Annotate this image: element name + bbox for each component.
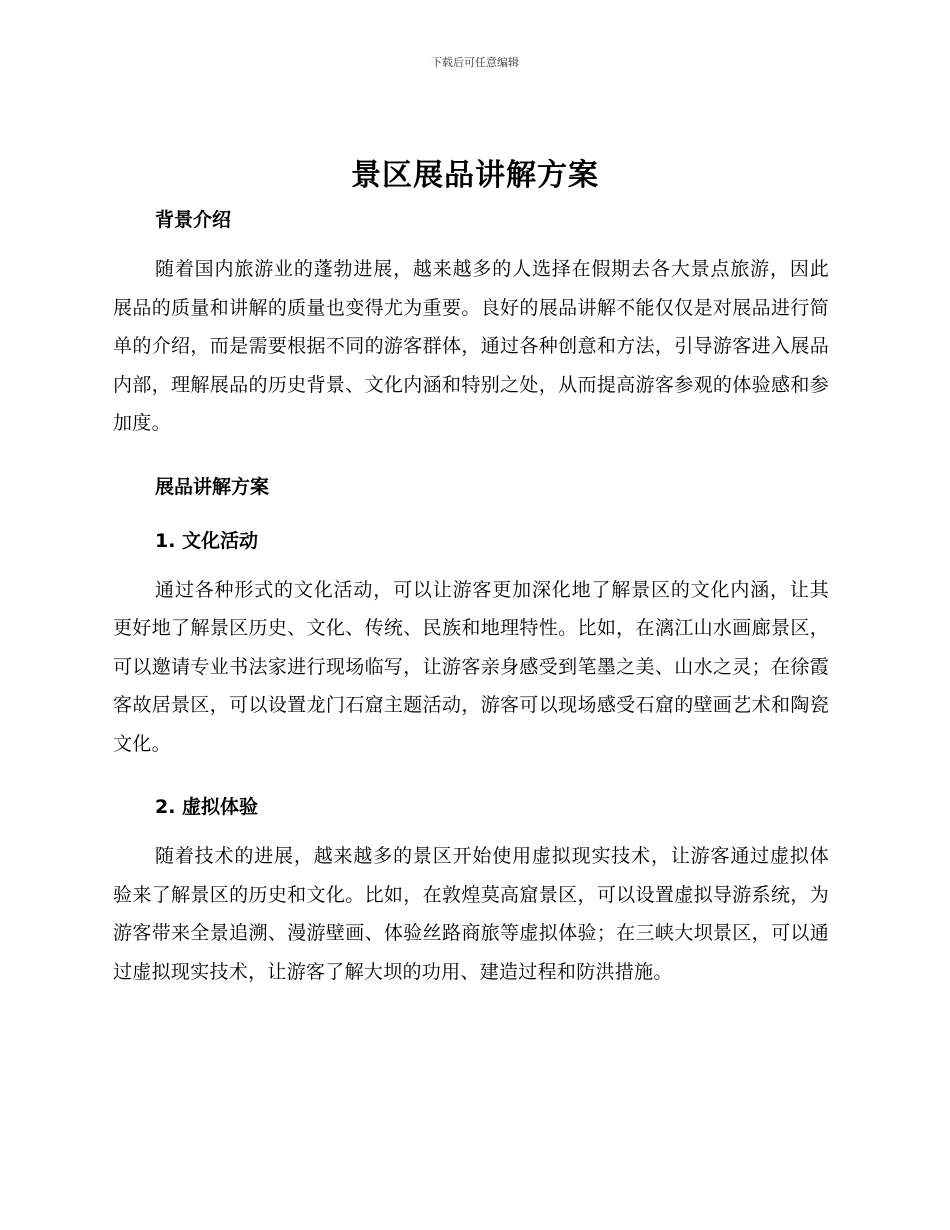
paragraph-culture: 通过各种形式的文化活动，可以让游客更加深化地了解景区的文化内涵，让其更好地了解景区历史、文化、传统、民族和地理特性。比如，在漓江山水画廊景区，可以邀请专业书法家进行现场临写，让游客亲身感受到笔墨之美、山水之灵；在徐霞客故居景区，可以设置龙门石窟主题活动，游客可以现场感受石窟的壁画艺术和陶瓷文化。 <box>113 578 829 755</box>
document-title: 景区展品讲解方案 <box>351 158 599 193</box>
section-heading-plan: 展品讲解方案 <box>155 475 270 498</box>
section-heading-culture: 1. 文化活动 <box>155 529 259 552</box>
header-note: 下载后可任意编辑 <box>431 56 519 69</box>
section-heading-virtual: 2. 虚拟体验 <box>155 796 259 818</box>
section-heading-background: 背景介绍 <box>155 209 232 231</box>
paragraph-virtual: 随着技术的进展，越来越多的景区开始使用虚拟现实技术，让游客通过虚拟体验来了解景区的历史和文化。比如，在敦煌莫高窟景区，可以设置虚拟导游系统，为游客带来全景追溯、漫游壁画、体验丝路商旅等虚拟体验；在三峡大坝景区，可以通过虚拟现实技术，让游客了解大坝的功用、建造过程和防洪措施。 <box>113 845 829 983</box>
document-body <box>113 198 829 991</box>
paragraph-background: 随着国内旅游业的蓬勃进展，越来越多的人选择在假期去各大景点旅游，因此展品的质量和讲解的质量也变得尤为重要。良好的展品讲解不能仅仅是对展品进行简单的介绍，而是需要根据不同的游客群体，通过各种创意和方法，引导游客进入展品内部，理解展品的历史背景、文化内涵和特别之处，从而提高游客参观的体验感和参加度。 <box>113 258 829 434</box>
